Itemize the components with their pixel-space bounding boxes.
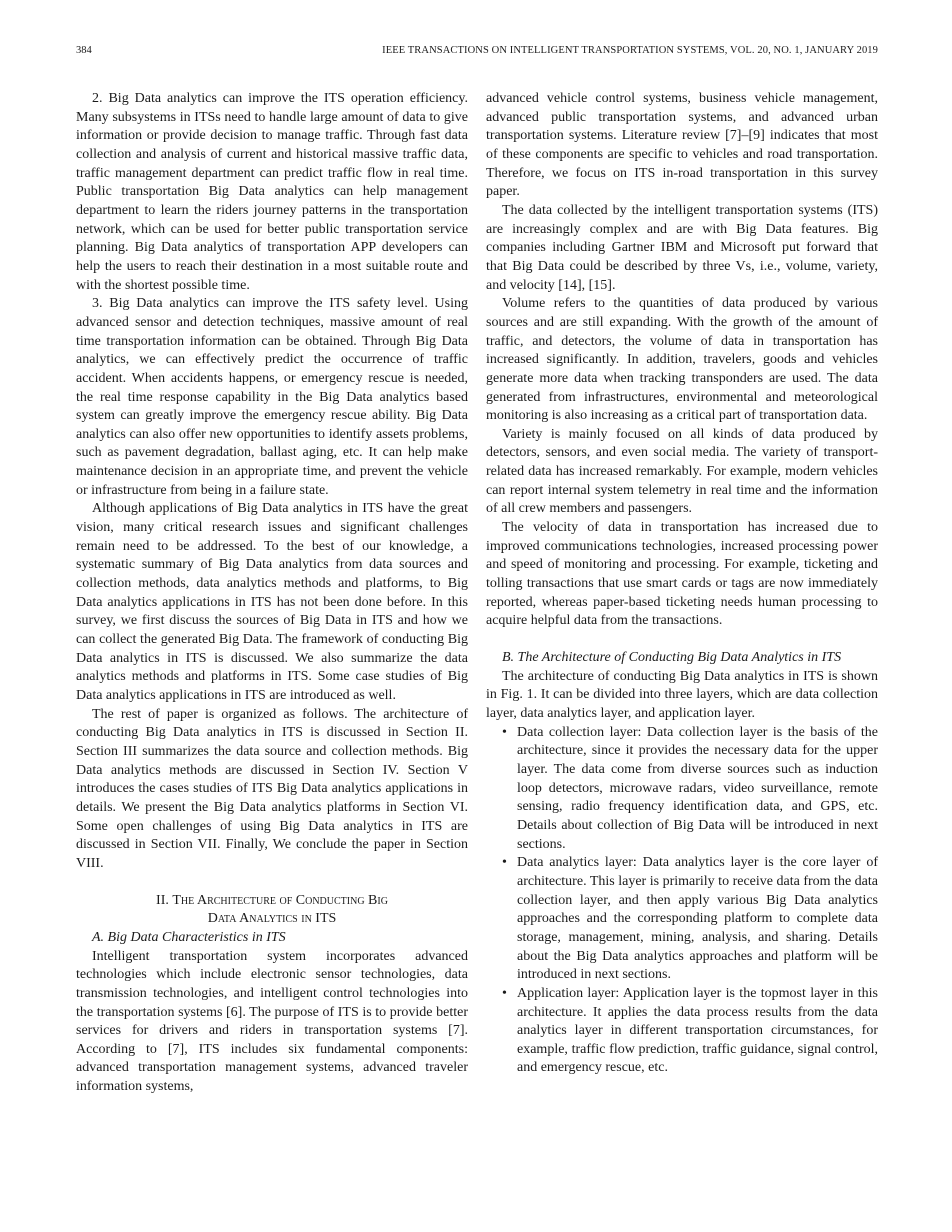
right-column <box>486 90 878 1078</box>
bullet-data-analytics-layer <box>486 854 878 985</box>
subsection-heading-a: A. Big Data Characteristics in ITS <box>92 929 286 945</box>
page-number: 384 <box>76 45 92 56</box>
bullet-icon: • <box>502 855 507 871</box>
section-number: II. <box>156 892 169 908</box>
journal-header: IEEE TRANSACTIONS ON INTELLIGENT TRANSPORTATION SYSTEMS, VOL. 20, NO. 1, JANUARY 2019 <box>382 45 878 56</box>
subsection-heading-b: B. The Architecture of Conducting Big Data Analytics in ITS <box>502 650 842 666</box>
section-heading-ii <box>76 892 468 929</box>
layer-bullet-list <box>486 724 878 1078</box>
section-title-line1: The Architecture of Conducting Big <box>172 892 388 908</box>
bullet-text: Application layer: Application layer is the topmost layer in this architecture. It applies the data process results from the data analytics layer in different transportation circumstances, for example, traffic flow prediction, traffic guidance, signal control, and emergency rescue, etc. <box>517 985 878 1076</box>
bullet-text: Data analytics layer: Data analytics layer is the core layer of architecture. This layer is primarily to receive data from the data collection layer, and then apply various Big Data analytics approaches and the corresponding platform to complete data storage, management, mining, analysis, and sharing. Details about the Big Data analytics approaches and platform will be introduced in next sections. <box>517 855 878 983</box>
paragraph-volume: Volume refers to the quantities of data produced by various sources and are still expanding. With the growth of the amount of traffic, and detectors, the volume of data in transportation has increased significantly. In addition, travelers, goods and vehicles generate more data when tracking transponders are used. The data generated from infrastructures, environmental and meteorological monitoring is also increasing as a critical part of transportation data. <box>486 296 878 424</box>
paragraph-architecture-intro: The architecture of conducting Big Data analytics in ITS is shown in Fig. 1. It can be divided into three layers, which are data collection layer, data analytics layer, and application layer. <box>486 668 878 721</box>
paragraph-three-vs: The data collected by the intelligent transportation systems (ITS) are increasingly complex and are with Big Data features. Big companies including Gartner IBM and Microsoft put forward that that Big Data could be described by three Vs, i.e., volume, variety, and velocity [14], [15]. <box>486 202 878 293</box>
paragraph-research-challenges: Although applications of Big Data analytics in ITS have the great vision, many critical research issues and significant challenges remain need to be addressed. To the best of our knowledge, a systematic summary of Big Data analytics from data sources and collection methods, data analytics methods and platforms, to Big Data analytics applications in ITS has not been done before. In this survey, we first discuss the sources of Big Data in ITS and how we can collect the generated Big Data. The framework of conducting Big Data analytics in ITS is discussed. We also summarize the data analytics methods and platforms in ITS. Some case studies of Big Data analytics applications in ITS are introduced as well. <box>76 501 468 703</box>
bullet-text: Data collection layer: Data collection layer is the basis of the architecture, since it provides the necessary data for the upper layer. The data come from diverse sources such as induction loop detectors, microwave radars, video surveillance, remote sensing, radio frequency identification data, and GPS, etc. Details about collection of Big Data will be introduced in next sections. <box>517 724 878 852</box>
left-column <box>76 90 468 1097</box>
section-title-line2: Data Analytics in ITS <box>207 911 337 927</box>
bullet-data-collection-layer <box>486 724 878 855</box>
bullet-icon: • <box>502 985 507 1001</box>
paragraph-velocity: The velocity of data in transportation has increased due to improved communications technologies, increased processing power and speed of monitoring and processing. For example, ticketing and tolling transactions that use smart cards or tags are now immediately reported, whereas paper-based ticketing needs human processing to acquire helpful data from the transactions. <box>486 520 878 629</box>
paragraph-its-intro: Intelligent transportation system incorporates advanced technologies which include electronic sensor technologies, data transmission technologies, and intelligent control technologies into the transportation systems [6]. The purpose of ITS is to provide better services for drivers and riders in transportation systems [7]. According to [7], ITS includes six fundamental components: advanced transportation management systems, advanced traveler information systems, <box>76 948 468 1095</box>
paragraph-safety-level: 3. Big Data analytics can improve the ITS safety level. Using advanced sensor and detection techniques, massive amount of real time transportation information can be obtained. Through Big Data analytics, we can effectively predict the occurrence of traffic accident. When accidents happens, or emergency rescue is needed, the real time response capability in the Big Data analytics based system can greatly improve the emergency rescue ability. Big Data analytics can also offer new opportunities to identify assets problems, such as pavement degradation, ballast aging, etc. It can help make maintenance decision in an appropriate time, and prevent the vehicle or infrastructure from being in a failure state. <box>76 296 468 498</box>
paragraph-operation-efficiency: 2. Big Data analytics can improve the ITS operation efficiency. Many subsystems in ITSs need to handle large amount of data to give information or provide decision to manage traffic. Through fast data collection and analysis of current and historical massive traffic data, traffic management department can predict traffic flow in real time. Public transportation Big Data analytics can help management department to learn the riders journey patterns in the transportation network, which can be used for better public transportation service planning. Big Data analytics of transportation APP developers can help the users to reach their destination in a most suitable route and with the shortest possible time. <box>76 91 468 293</box>
paragraph-paper-organization: The rest of paper is organized as follows. The architecture of conducting Big Data analytics in ITS is discussed in Section II. Section III summarizes the data source and collection methods. Big Data analytics methods are discussed in Section IV. Section V introduces the cases studies of ITS Big Data analytics applications in details. We present the Big Data analytics platforms in Section VI. Some open challenges of using Big Data analytics in ITS are discussed in Section VII. Finally, We conclude the paper in Section VIII. <box>76 706 468 871</box>
bullet-icon: • <box>502 724 507 740</box>
paragraph-variety: Variety is mainly focused on all kinds of data produced by detectors, sensors, and even social media. The variety of transport-related data has increased remarkably. For example, modern vehicles can report internal system telemetry in real time and the information of all crew members and passengers. <box>486 426 878 517</box>
running-head <box>76 44 878 58</box>
bullet-application-layer <box>486 985 878 1078</box>
paragraph-its-components-continued: advanced vehicle control systems, business vehicle management, advanced public transportation systems, and advanced urban transportation systems. Literature review [7]–[9] indicates that most of these components are specific to vehicles and road transportation. Therefore, we focus on ITS in-road transportation in this survey paper. <box>486 91 878 200</box>
